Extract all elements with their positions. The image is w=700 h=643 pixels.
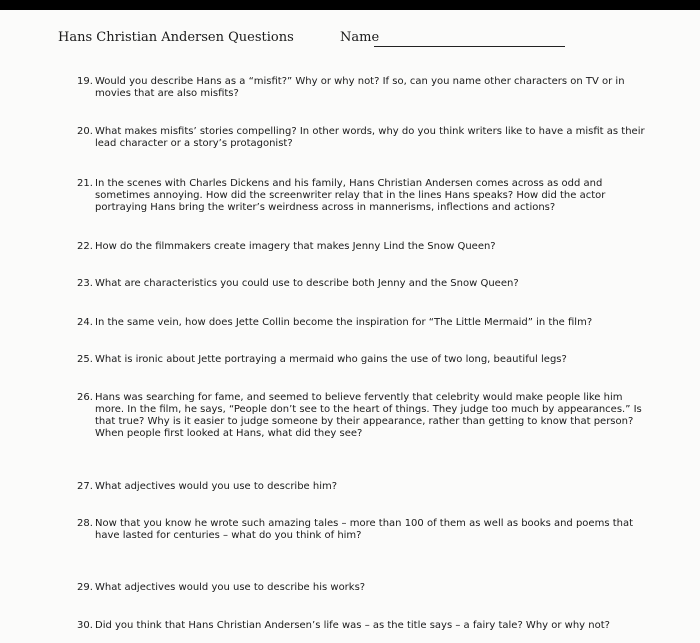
question-28 [77, 518, 652, 542]
question-text: In the scenes with Charles Dickens and his family, Hans Christian Andersen comes across as odd and sometimes annoying. How did the screenwriter relay that in the lines Hans speaks? How did the actor portraying Hans bring the writer’s weirdness across in mannerisms, inflections and actions? [95, 178, 606, 213]
question-text: Now that you know he wrote such amazing tales – more than 100 of them as well as books and poems that have lasted for centuries – what do you think of him? [95, 518, 634, 541]
question-number: 19. [77, 76, 93, 87]
question-29 [77, 582, 652, 594]
question-26 [77, 392, 652, 440]
question-text: What is ironic about Jette portraying a mermaid who gains the use of two long, beautiful legs? [95, 354, 567, 365]
question-text: In the same vein, how does Jette Collin become the inspiration for “The Little Mermaid” in the film? [95, 317, 593, 328]
question-text: What adjectives would you use to describe him? [95, 481, 338, 492]
question-23 [77, 278, 652, 290]
question-text: Hans was searching for fame, and seemed to believe fervently that celebrity would make people like him more. In the film, he says, “People don’t see to the heart of things. They judge too much by appearances.” Is that true? Why is it easier to judge someone by their appearance, rather than getting to know that person? When people first looked at Hans, what did they see? [95, 392, 642, 439]
question-text: Would you describe Hans as a “misfit?” Why or why not? If so, can you name other characters on TV or in movies that are also misfits? [95, 76, 625, 99]
name-label: Name [340, 30, 380, 45]
question-number: 25. [77, 354, 93, 365]
question-20 [77, 126, 652, 150]
question-number: 24. [77, 317, 93, 328]
question-number: 30. [77, 620, 93, 631]
question-number: 23. [77, 278, 93, 289]
question-text: What makes misfits’ stories compelling? In other words, why do you think writers like to have a misfit as their lead character or a story’s protagonist? [95, 126, 645, 149]
question-number: 27. [77, 481, 93, 492]
question-number: 26. [77, 392, 93, 403]
question-text: Did you think that Hans Christian Andersen’s life was – as the title says – a fairy tale? Why or why not? [95, 620, 610, 631]
name-blank-line [374, 46, 565, 47]
worksheet-title: Hans Christian Andersen Questions [58, 30, 294, 45]
question-27 [77, 481, 652, 493]
question-text: What are characteristics you could use to describe both Jenny and the Snow Queen? [95, 278, 519, 289]
question-text: What adjectives would you use to describe his works? [95, 582, 366, 593]
question-number: 21. [77, 178, 93, 189]
question-number: 22. [77, 241, 93, 252]
question-number: 28. [77, 518, 93, 529]
question-21 [77, 178, 652, 214]
question-22 [77, 241, 652, 253]
question-number: 29. [77, 582, 93, 593]
question-30 [77, 620, 652, 632]
top-black-bar [0, 0, 700, 10]
question-19 [77, 76, 652, 100]
question-25 [77, 354, 652, 366]
worksheet-page [0, 10, 700, 643]
question-24 [77, 317, 652, 329]
question-number: 20. [77, 126, 93, 137]
question-text: How do the filmmakers create imagery that makes Jenny Lind the Snow Queen? [95, 241, 496, 252]
